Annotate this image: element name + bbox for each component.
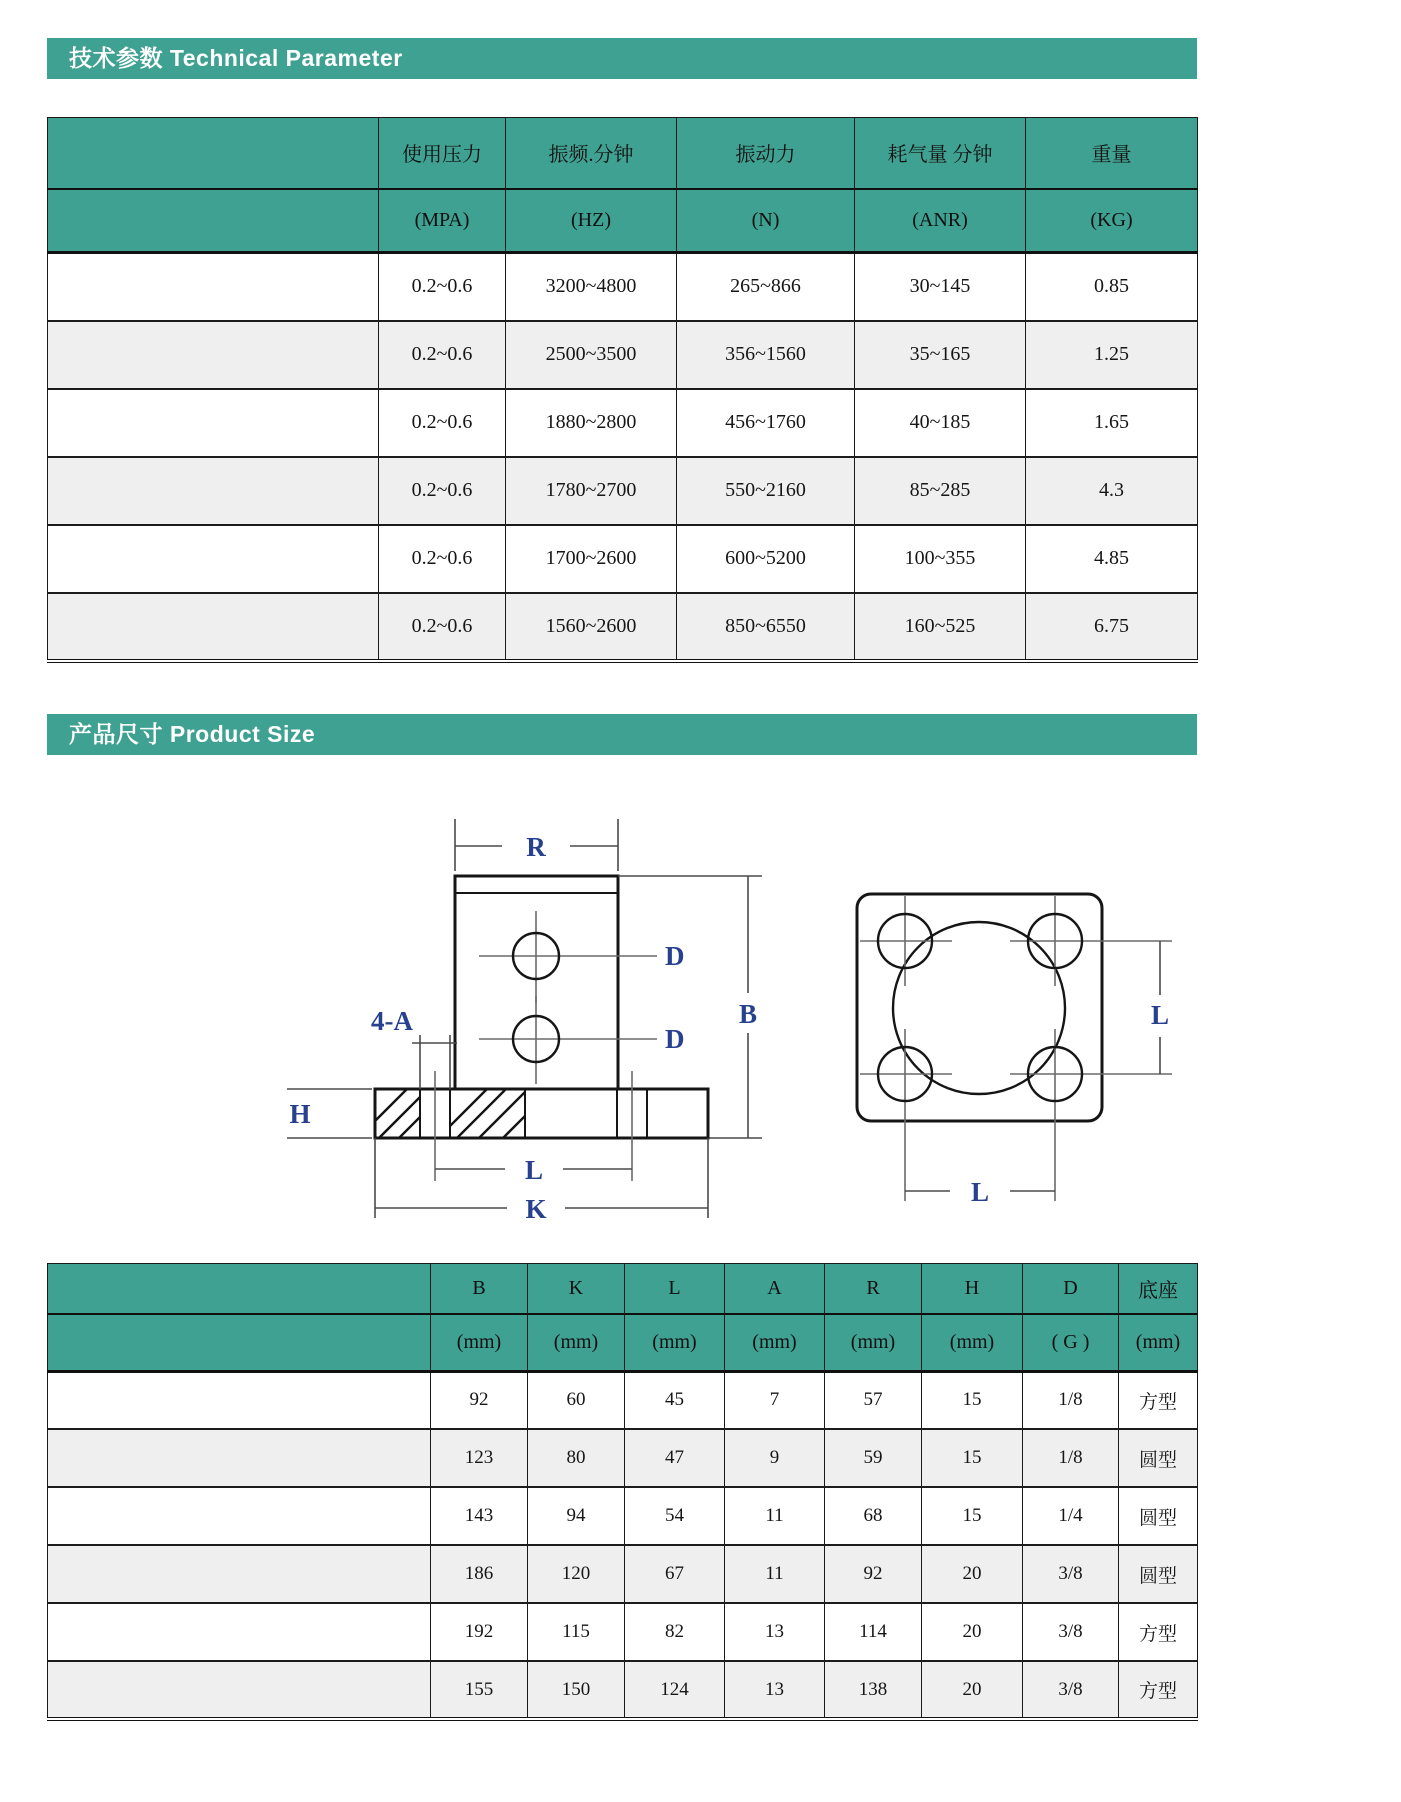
value-cell: 192 — [431, 1603, 528, 1661]
col-unit-mm: (mm) — [431, 1314, 528, 1371]
col-unit-mm: (mm) — [528, 1314, 625, 1371]
section-title: 产品尺寸 Product Size — [69, 720, 316, 747]
col-header-d: D — [1023, 1263, 1119, 1314]
value-cell: 0.2~0.6 — [379, 389, 506, 457]
table-row — [48, 253, 1198, 321]
section-title: 技术参数 Technical Parameter — [69, 45, 403, 71]
value-cell: 0.2~0.6 — [379, 457, 506, 525]
value-cell: 11 — [725, 1545, 825, 1603]
value-cell: 9 — [725, 1429, 825, 1487]
table-row — [48, 1545, 1198, 1603]
table-row — [48, 593, 1198, 661]
value-cell: 123 — [431, 1429, 528, 1487]
value-cell: 1560~2600 — [506, 593, 677, 661]
dim-label-d: D — [665, 1023, 685, 1054]
value-cell: 方型 — [1119, 1603, 1198, 1661]
value-cell: 150 — [528, 1661, 625, 1719]
value-cell: 1/8 — [1023, 1429, 1119, 1487]
value-cell: 40~185 — [855, 389, 1026, 457]
col-unit-g: ( G ) — [1023, 1314, 1119, 1371]
col-header-frequency: 振频.分钟 — [506, 118, 677, 189]
value-cell: 54 — [625, 1487, 725, 1545]
table-row — [48, 1371, 1198, 1429]
table-row — [48, 457, 1198, 525]
model-cell — [48, 1429, 431, 1487]
value-cell: 67 — [625, 1545, 725, 1603]
col-unit-mm: (mm) — [625, 1314, 725, 1371]
value-cell: 圆型 — [1119, 1429, 1198, 1487]
value-cell: 圆型 — [1119, 1545, 1198, 1603]
value-cell: 0.2~0.6 — [379, 321, 506, 389]
value-cell: 160~525 — [855, 593, 1026, 661]
table-row — [48, 389, 1198, 457]
value-cell: 3200~4800 — [506, 253, 677, 321]
value-cell: 100~355 — [855, 525, 1026, 593]
col-header-a: A — [725, 1263, 825, 1314]
value-cell: 1/4 — [1023, 1487, 1119, 1545]
col-header-h: H — [922, 1263, 1023, 1314]
model-cell — [48, 253, 379, 321]
dim-label-k: K — [525, 1193, 547, 1224]
col-unit-kg: (KG) — [1026, 189, 1198, 253]
value-cell: 方型 — [1119, 1371, 1198, 1429]
model-cell — [48, 525, 379, 593]
flange-base-outline — [375, 1089, 708, 1138]
value-cell: 1/8 — [1023, 1371, 1119, 1429]
value-cell: 143 — [431, 1487, 528, 1545]
col-header-force: 振动力 — [677, 118, 855, 189]
dimension-drawing — [47, 771, 1197, 1256]
value-cell: 80 — [528, 1429, 625, 1487]
dim-label-4a: 4-A — [371, 1005, 413, 1036]
dim-label-l: L — [524, 1154, 544, 1185]
col-header-model — [48, 189, 379, 253]
value-cell: 15 — [922, 1429, 1023, 1487]
dim-label-b: B — [738, 998, 758, 1029]
value-cell: 60 — [528, 1371, 625, 1429]
table-row — [48, 1487, 1198, 1545]
section-header-product-size — [47, 714, 1197, 755]
value-cell: 4.3 — [1026, 457, 1198, 525]
value-cell: 57 — [825, 1371, 922, 1429]
front-view — [287, 819, 762, 1224]
col-header-weight: 重量 — [1026, 118, 1198, 189]
model-cell — [48, 1661, 431, 1719]
value-cell: 68 — [825, 1487, 922, 1545]
col-unit-mm: (mm) — [725, 1314, 825, 1371]
value-cell: 550~2160 — [677, 457, 855, 525]
value-cell: 3/8 — [1023, 1545, 1119, 1603]
tech-header-row-1 — [48, 118, 1198, 189]
value-cell: 11 — [725, 1487, 825, 1545]
col-unit-mm: (mm) — [825, 1314, 922, 1371]
product-size-diagram — [47, 771, 1197, 1256]
model-cell — [48, 593, 379, 661]
dim-label-h: H — [289, 1098, 311, 1129]
col-unit-n: (N) — [677, 189, 855, 253]
value-cell: 0.2~0.6 — [379, 525, 506, 593]
col-unit-anr: (ANR) — [855, 189, 1026, 253]
value-cell: 94 — [528, 1487, 625, 1545]
value-cell: 115 — [528, 1603, 625, 1661]
top-view — [857, 894, 1172, 1207]
value-cell: 7 — [725, 1371, 825, 1429]
value-cell: 6.75 — [1026, 593, 1198, 661]
col-unit-mpa: (MPA) — [379, 189, 506, 253]
value-cell: 456~1760 — [677, 389, 855, 457]
value-cell: 0.2~0.6 — [379, 253, 506, 321]
model-cell — [48, 321, 379, 389]
value-cell: 方型 — [1119, 1661, 1198, 1719]
col-unit-mm: (mm) — [922, 1314, 1023, 1371]
value-cell: 124 — [625, 1661, 725, 1719]
document-page — [47, 38, 1197, 1721]
dim-label-l: L — [1150, 999, 1170, 1030]
value-cell: 138 — [825, 1661, 922, 1719]
value-cell: 13 — [725, 1603, 825, 1661]
model-cell — [48, 389, 379, 457]
value-cell: 356~1560 — [677, 321, 855, 389]
model-cell — [48, 1487, 431, 1545]
value-cell: 155 — [431, 1661, 528, 1719]
value-cell: 1780~2700 — [506, 457, 677, 525]
col-header-model — [48, 1314, 431, 1371]
value-cell: 20 — [922, 1661, 1023, 1719]
col-header-type — [48, 1263, 431, 1314]
model-cell — [48, 457, 379, 525]
value-cell: 20 — [922, 1603, 1023, 1661]
table-row — [48, 1661, 1198, 1719]
dim-label-l: L — [970, 1176, 990, 1207]
dim-label-r: R — [526, 831, 546, 862]
value-cell: 1.25 — [1026, 321, 1198, 389]
col-header-l: L — [625, 1263, 725, 1314]
section-header-technical-parameter — [47, 38, 1197, 79]
value-cell: 3/8 — [1023, 1603, 1119, 1661]
value-cell: 265~866 — [677, 253, 855, 321]
value-cell: 186 — [431, 1545, 528, 1603]
table-row — [48, 1603, 1198, 1661]
value-cell: 0.85 — [1026, 253, 1198, 321]
value-cell: 120 — [528, 1545, 625, 1603]
value-cell: 2500~3500 — [506, 321, 677, 389]
value-cell: 1700~2600 — [506, 525, 677, 593]
value-cell: 35~165 — [855, 321, 1026, 389]
dim-label-d: D — [665, 940, 685, 971]
table-row — [48, 1429, 1198, 1487]
value-cell: 45 — [625, 1371, 725, 1429]
value-cell: 1.65 — [1026, 389, 1198, 457]
model-cell — [48, 1371, 431, 1429]
value-cell: 30~145 — [855, 253, 1026, 321]
value-cell: 圆型 — [1119, 1487, 1198, 1545]
value-cell: 59 — [825, 1429, 922, 1487]
value-cell: 15 — [922, 1487, 1023, 1545]
value-cell: 92 — [431, 1371, 528, 1429]
value-cell: 3/8 — [1023, 1661, 1119, 1719]
value-cell: 1880~2800 — [506, 389, 677, 457]
value-cell: 4.85 — [1026, 525, 1198, 593]
product-size-table — [47, 1263, 1198, 1722]
table-row — [48, 525, 1198, 593]
value-cell: 114 — [825, 1603, 922, 1661]
technical-parameter-table — [47, 117, 1198, 663]
col-header-k: K — [528, 1263, 625, 1314]
value-cell: 850~6550 — [677, 593, 855, 661]
col-header-type — [48, 118, 379, 189]
col-unit-hz: (HZ) — [506, 189, 677, 253]
col-header-b: B — [431, 1263, 528, 1314]
size-header-row-2 — [48, 1314, 1198, 1371]
model-cell — [48, 1603, 431, 1661]
value-cell: 82 — [625, 1603, 725, 1661]
value-cell: 47 — [625, 1429, 725, 1487]
table-row — [48, 321, 1198, 389]
col-header-base: 底座 — [1119, 1263, 1198, 1314]
value-cell: 600~5200 — [677, 525, 855, 593]
tech-header-row-2 — [48, 189, 1198, 253]
value-cell: 20 — [922, 1545, 1023, 1603]
value-cell: 15 — [922, 1371, 1023, 1429]
col-header-pressure: 使用压力 — [379, 118, 506, 189]
value-cell: 85~285 — [855, 457, 1026, 525]
value-cell: 0.2~0.6 — [379, 593, 506, 661]
value-cell: 92 — [825, 1545, 922, 1603]
col-header-r: R — [825, 1263, 922, 1314]
col-unit-mm: (mm) — [1119, 1314, 1198, 1371]
model-cell — [48, 1545, 431, 1603]
col-header-air-consumption: 耗气量 分钟 — [855, 118, 1026, 189]
size-header-row-1 — [48, 1263, 1198, 1314]
value-cell: 13 — [725, 1661, 825, 1719]
